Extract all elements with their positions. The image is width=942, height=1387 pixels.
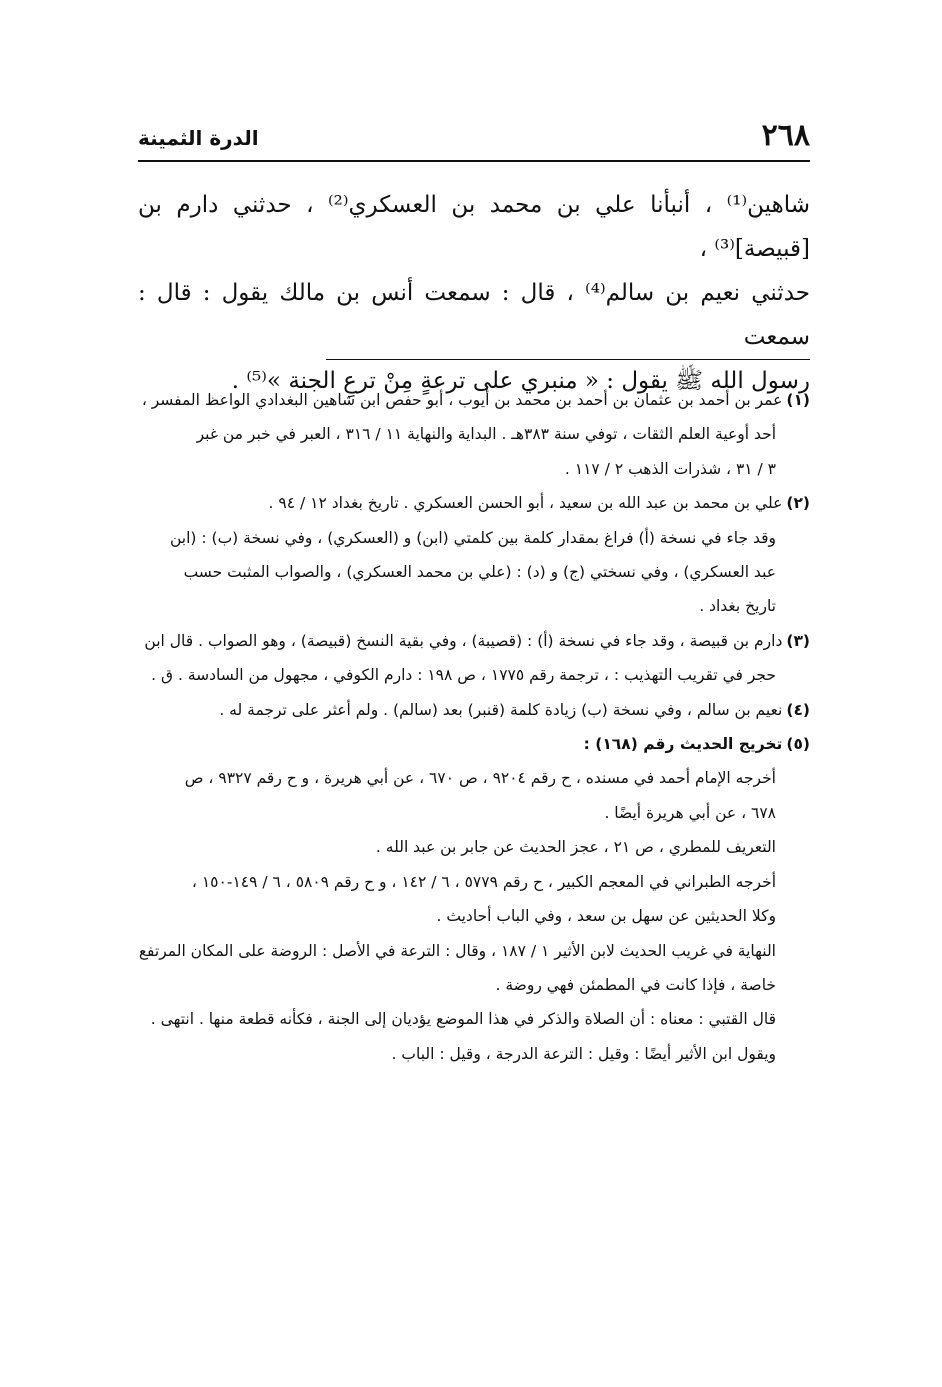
footnote-number: (٥) [786, 735, 810, 754]
footnote-2 [138, 486, 810, 520]
footnote-text: تاريخ بغداد . [699, 597, 776, 616]
main-text-line: رسول الله ﷺ يقول : « منبري على ترعةٍ مِنْ ترعِ الجنة »⁽⁵⁾ . [231, 368, 810, 394]
footnote-separator [326, 359, 810, 360]
running-title: الدرة الثمينة [138, 126, 259, 150]
footnote-text: أخرجه الطبراني في المعجم الكبير ، ح رقم ٥٧٧٩ ، ٦ / ١٤٢ ، و ح رقم ٥٨٠٩ ، ٦ / ١٤٩-١٥٠ ، [191, 872, 776, 891]
main-text [138, 183, 810, 403]
main-text-line: شاهين⁽¹⁾ ، أنبأنا علي بن محمد بن العسكري⁽²⁾ ، حدثني دارم بن [قبيصة]⁽³⁾ ، [138, 192, 810, 262]
footnote-text: قال القتبي : معناه : أن الصلاة والذكر في هذا الموضع يؤديان إلى الجنة ، فكأنه قطعة منها . انتهى . [150, 1010, 776, 1029]
footnote-number: (١) [786, 391, 810, 409]
footnote-text: أحد أوعية العلم الثقات ، توفي سنة ٣٨٣هـ . البداية والنهاية ١١ / ٣١٦ ، العبر في خبر من غبر [196, 425, 776, 444]
footnote-1 [138, 383, 810, 417]
header-rule [138, 160, 810, 162]
footnote-text: نعيم بن سالم ، وفي نسخة (ب) زيادة كلمة (قنبر) بعد (سالم) . ولم أعثر على ترجمة له . [219, 700, 783, 719]
footnote-number: (٣) [786, 631, 810, 650]
footnote-5 [138, 727, 810, 761]
footnote-text: ويقول ابن الأثير أيضًا : وقيل : الترعة الدرجة ، وقيل : الباب . [391, 1044, 776, 1063]
footnote-text: وكلا الحديثين عن سهل بن سعد ، وفي الباب أحاديث . [436, 907, 776, 926]
page-number: ٢٦٨ [761, 118, 810, 153]
page-header [138, 118, 810, 160]
footnote-text: ٣ / ٣١ ، شذرات الذهب ٢ / ١١٧ . [564, 459, 776, 478]
footnotes [138, 383, 810, 1071]
footnote-3 [138, 624, 810, 658]
footnote-text: دارم بن قبيصة ، وقد جاء في نسخة (أ) : (قصيبة) ، وفي بقية النسخ (قبيصة) ، وهو الصواب . قال ابن [144, 631, 783, 650]
footnote-text: علي بن محمد بن عبد الله بن سعيد ، أبو الحسن العسكري . تاريخ بغداد ١٢ / ٩٤ . [268, 494, 783, 513]
footnote-number: (٤) [786, 700, 810, 719]
footnote-text: عبد العسكري) ، وفي نسختي (ج) و (د) : (علي بن محمد العسكري) ، والصواب المثبت حسب [183, 563, 776, 582]
footnote-heading: تخريج الحديث رقم (١٦٨) : [583, 735, 783, 754]
footnote-number: (٢) [786, 494, 810, 513]
footnote-text: أخرجه الإمام أحمد في مسنده ، ح رقم ٩٢٠٤ ، ص ٦٧٠ ، عن أبي هريرة ، و ح رقم ٩٣٢٧ ، ص [184, 769, 776, 788]
footnote-text: وقد جاء في نسخة (أ) فراغ بمقدار كلمة بين كلمتي (ابن) و (العسكري) ، وفي نسخة (ب) : (ابن [169, 528, 776, 547]
main-text-line: حدثني نعيم بن سالم⁽⁴⁾ ، قال : سمعت أنس بن مالك يقول : قال : سمعت [138, 280, 810, 350]
footnote-text: حجر في تقريب التهذيب : ، ترجمة رقم ١٧٧٥ ، ص ١٩٨ : دارم الكوفي ، مجهول من السادسة . ق . [151, 666, 776, 685]
footnote-4 [138, 693, 810, 727]
footnote-text: النهاية في غريب الحديث لابن الأثير ١ / ١٨٧ ، وقال : الترعة في الأصل : الروضة على المكان المرتفع [138, 941, 776, 960]
footnote-text: ٦٧٨ ، عن أبي هريرة أيضًا . [604, 803, 776, 822]
footnote-text: خاصة ، فإذا كانت في المطمئن فهي روضة . [495, 975, 776, 994]
footnote-text: عمر بن أحمد بن عثمان بن أحمد بن محمد بن أيوب ، أبو حفص ابن شاهين البغدادي الواعظ المفسر ، [141, 391, 783, 409]
footnote-text: التعريف للمطري ، ص ٢١ ، عجز الحديث عن جابر بن عبد الله . [375, 838, 776, 857]
